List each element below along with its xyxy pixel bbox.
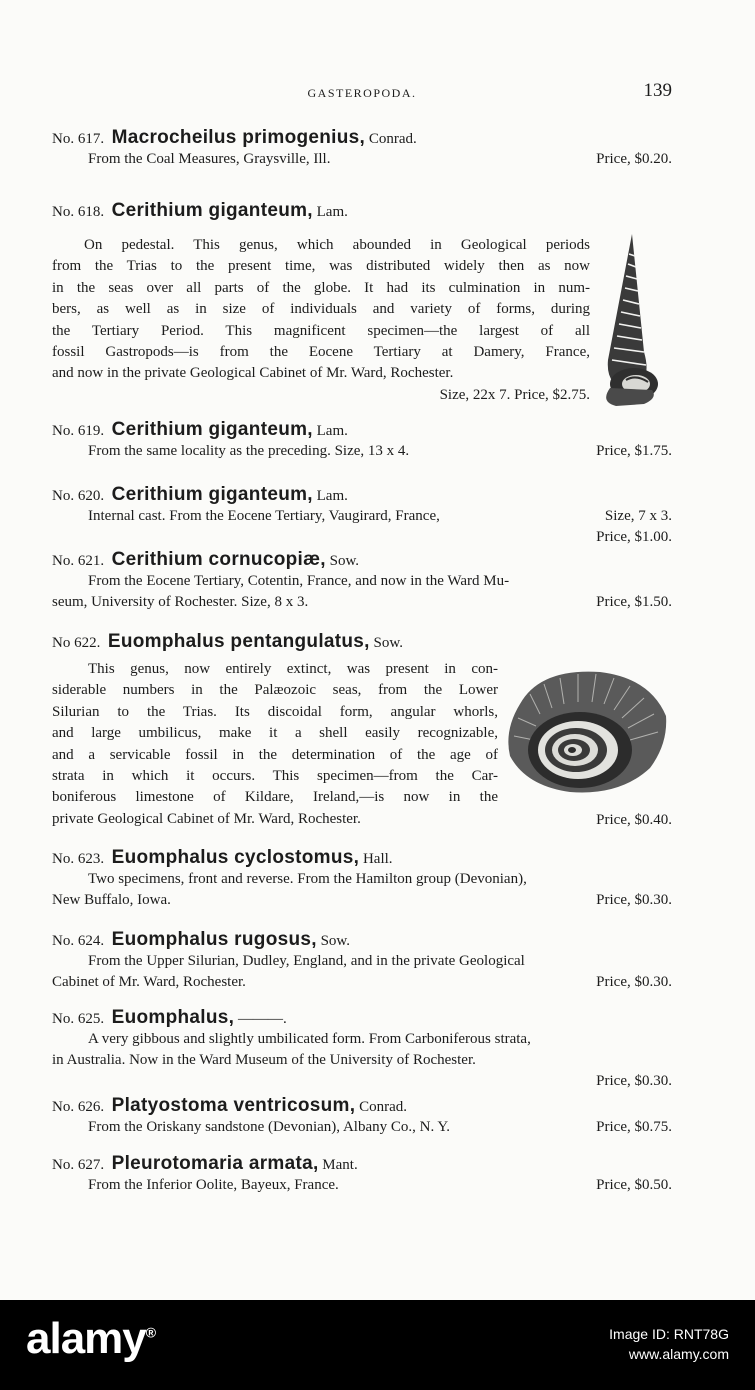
paragraph-line: and large umbilicus, make it a shell easily recognizable,: [52, 725, 498, 742]
entry-price: Price, $0.30.: [596, 892, 672, 908]
entry-619: [52, 420, 672, 462]
paragraph-line: On pedestal. This genus, which abounded in Geological periods: [84, 237, 590, 253]
entry-price: Price, $1.00.: [596, 529, 672, 545]
entry-620: [52, 485, 672, 548]
species-author: Sow.: [373, 635, 403, 651]
entry-size: Size, 7 x 3.: [604, 508, 672, 524]
entry-number: No. 619.: [52, 423, 105, 439]
entry-text-line: New Buffalo, Iowa.: [52, 892, 171, 908]
species-name: Cerithium cornucopiæ,: [111, 549, 326, 570]
species-name: Platyostoma ventricosum,: [111, 1095, 356, 1116]
entry-number: No. 620.: [52, 488, 105, 504]
entry-text-line: From the Eocene Tertiary, Cotentin, France, and now in the Ward Mu-: [88, 573, 510, 589]
species-name: Euomphalus cyclostomus,: [111, 847, 360, 868]
paragraph-line: from the Trias to the present time, was distributed widely then as now: [52, 258, 590, 275]
species-author: Mant.: [322, 1157, 358, 1173]
entry-locality: From the same locality as the preceding. Size, 13 x 4.: [88, 443, 410, 459]
species-name: Euomphalus,: [111, 1007, 235, 1028]
paragraph-line: in the seas over all parts of the globe. It had its culmination in num-: [52, 279, 590, 296]
entry-locality: From the Inferior Oolite, Bayeux, France.: [88, 1177, 339, 1193]
entry-price: Price, $0.75.: [596, 1119, 672, 1135]
entry-price: Price, $0.40.: [596, 812, 672, 828]
entry-624: [52, 930, 672, 993]
entry-price: Price, $0.30.: [596, 1073, 672, 1089]
paragraph-line: This genus, now entirely extinct, was present in con-: [88, 661, 498, 677]
paragraph-line: siderable numbers in the Palæozoic seas, from the Lower: [52, 682, 498, 699]
entry-price: Price, $1.50.: [596, 594, 672, 610]
entry-locality: From the Oriskany sandstone (Devonian), Albany Co., N. Y.: [88, 1119, 451, 1135]
paragraph-line: bers, as well as in size of individuals and variety of forms, during: [52, 301, 590, 318]
species-author: Lam.: [316, 488, 348, 504]
species-author: Lam.: [316, 423, 348, 439]
species-author: Lam.: [316, 204, 348, 220]
entry-text-line: Cabinet of Mr. Ward, Rochester.: [52, 974, 246, 990]
entry-text-line: Two specimens, front and reverse. From the Hamilton group (Devonian),: [88, 871, 527, 887]
paragraph-line: boniferous limestone of Kildare, Ireland,—is now in the: [52, 789, 498, 806]
entry-622-description: [52, 659, 498, 830]
species-name: Euomphalus pentangulatus,: [107, 631, 370, 652]
entry-618-description: [52, 235, 590, 406]
species-author: Hall.: [362, 851, 393, 867]
entry-price: Price, $0.20.: [596, 151, 672, 167]
image-id: Image ID: RNT78G: [609, 1326, 729, 1342]
paragraph-line: and now in the private Geological Cabinet of Mr. Ward, Rochester.: [52, 365, 454, 382]
species-author: Sow.: [329, 553, 360, 569]
entry-number: No 622.: [52, 635, 101, 651]
species-name: Cerithium giganteum,: [111, 419, 313, 440]
alamy-logo: alamy®: [26, 1314, 156, 1363]
cerithium-shell-illustration: [592, 232, 664, 410]
entry-locality: From the Coal Measures, Graysville, Ill.: [88, 151, 331, 167]
page-number: 139: [643, 80, 672, 101]
species-author: Conrad.: [359, 1099, 407, 1115]
entry-number: No. 623.: [52, 851, 105, 867]
site-url: www.alamy.com: [628, 1346, 729, 1362]
entry-text-line: From the Upper Silurian, Dudley, England, and in the private Geological: [88, 953, 525, 969]
paragraph-line: private Geological Cabinet of Mr. Ward, Rochester.: [52, 810, 361, 827]
entry-623: [52, 848, 672, 911]
species-name: Cerithium giganteum,: [111, 200, 313, 221]
entry-price: Price, $1.75.: [596, 443, 672, 459]
running-head: GASTEROPODA.: [307, 86, 417, 100]
entry-number: No. 621.: [52, 553, 105, 569]
page-header: [52, 80, 672, 102]
entry-625: [52, 1008, 672, 1092]
entry-number: No. 617.: [52, 131, 105, 147]
species-author: Conrad.: [368, 131, 417, 147]
entry-text-line: seum, University of Rochester. Size, 8 x 3.: [52, 594, 309, 610]
entry-622: [52, 632, 672, 653]
entry-price: Price, $0.50.: [596, 1177, 672, 1193]
entry-number: No. 618.: [52, 204, 105, 220]
paragraph-line: and a servicable fossil in the determination of the age of: [52, 746, 498, 763]
paragraph-line: the Tertiary Period. This magnificent specimen—the largest of all: [52, 322, 590, 339]
species-name: Pleurotomaria armata,: [111, 1153, 319, 1174]
entry-618: [52, 201, 672, 222]
entry-626: [52, 1096, 672, 1138]
entry-size-price: Size, 22x 7. Price, $2.75.: [439, 386, 590, 403]
paragraph-line: strata in which it occurs. This specimen—from the Car-: [52, 768, 498, 785]
species-author: Sow.: [320, 933, 351, 949]
species-name: Macrocheilus primogenius,: [111, 127, 366, 148]
image-info: [609, 1324, 729, 1364]
entry-number: No. 627.: [52, 1157, 105, 1173]
entry-text-line: A very gibbous and slightly umbilicated form. From Carboniferous strata,: [88, 1031, 531, 1047]
entry-text-line: in Australia. Now in the Ward Museum of the University of Rochester.: [52, 1052, 476, 1068]
entry-number: No. 626.: [52, 1099, 105, 1115]
entry-number: No. 625.: [52, 1011, 105, 1027]
euomphalus-shell-illustration: [500, 664, 670, 798]
species-author: ———.: [237, 1011, 287, 1027]
entry-627: [52, 1154, 672, 1196]
entry-price: Price, $0.30.: [596, 974, 672, 990]
paragraph-line: fossil Gastropods—is from the Eocene Tertiary at Damery, France,: [52, 344, 590, 361]
stock-footer-bar: [0, 1300, 755, 1390]
species-name: Euomphalus rugosus,: [111, 929, 317, 950]
species-name: Cerithium giganteum,: [111, 484, 313, 505]
entry-locality: Internal cast. From the Eocene Tertiary, Vaugirard, France,: [88, 508, 440, 524]
entry-number: No. 624.: [52, 933, 105, 949]
entry-617: [52, 128, 672, 170]
paragraph-line: Silurian to the Trias. Its discoidal form, angular whorls,: [52, 703, 498, 720]
entry-621: [52, 550, 672, 613]
